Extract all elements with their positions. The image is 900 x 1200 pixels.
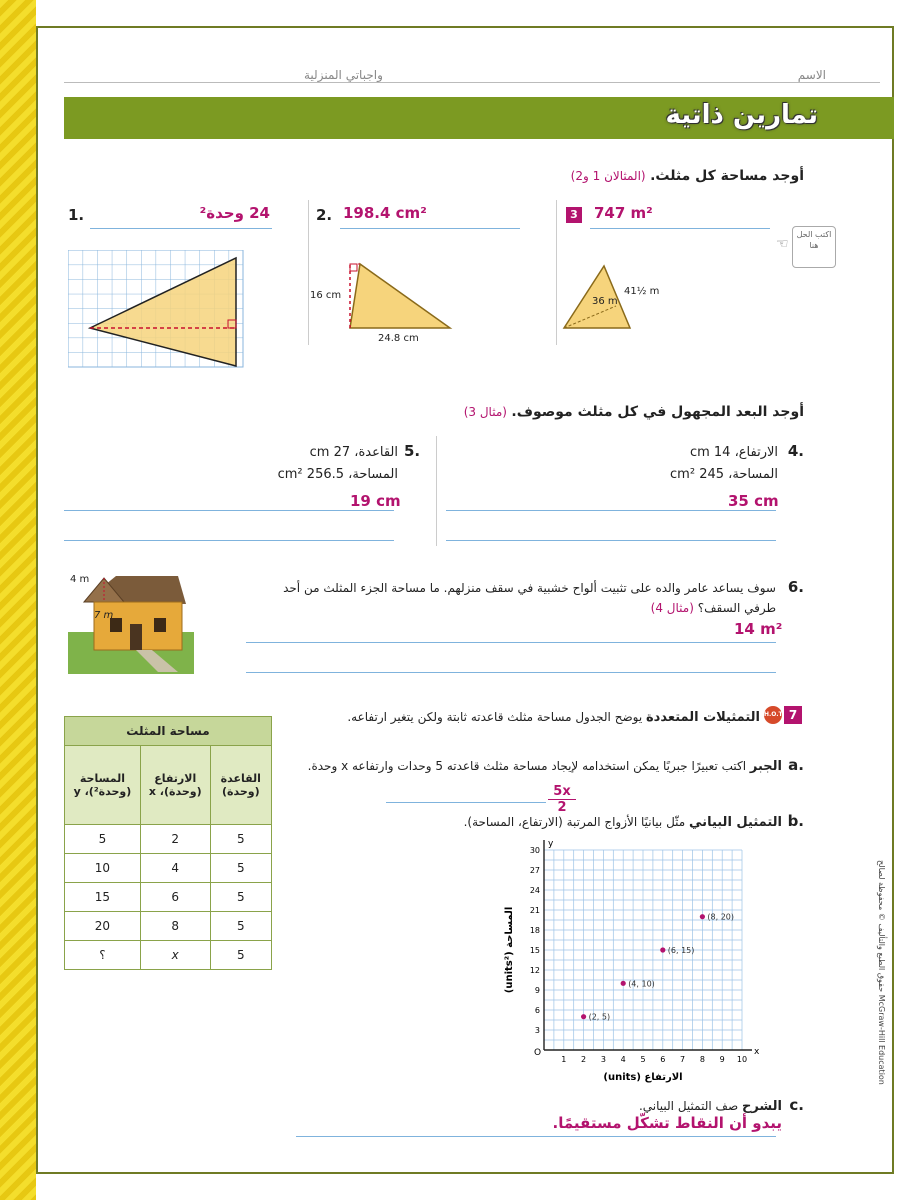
q4-number: 4. <box>787 442 804 460</box>
q7a-answer <box>548 784 576 815</box>
x-axis-name: x <box>754 1047 760 1057</box>
separator <box>556 200 557 345</box>
x-tick-label: 4 <box>620 1055 626 1064</box>
data-label: (4, 10) <box>628 979 655 989</box>
q5-answer-line-2 <box>64 540 394 541</box>
data-label: (6, 15) <box>667 946 695 955</box>
q2-number: 2. <box>316 206 333 224</box>
q1-number: 1. <box>68 206 85 224</box>
x-tick-label: 6 <box>660 1055 666 1064</box>
q5-line1: القاعدة، 27 cm <box>309 445 398 460</box>
q2-height-label: 16 cm <box>310 290 342 301</box>
x-tick-label: 10 <box>736 1055 748 1064</box>
q7a-text: اكتب تعبيرًا جبريًا يمكن استخدامه لإيجاد مساحة مثلث قاعدته 5 وحدات وارتفاعه x وحدة. <box>307 759 747 773</box>
y-axis-label: المساحة (units²) <box>504 906 515 994</box>
table-row <box>65 825 272 854</box>
y-tick-label: 27 <box>529 866 540 875</box>
section1-text: أوجد مساحة كل مثلث. <box>650 168 804 184</box>
q7a-question <box>304 756 782 777</box>
q7b-question <box>304 812 782 833</box>
data-point <box>581 1014 586 1019</box>
x-tick-label: 2 <box>581 1055 587 1064</box>
y-tick-label: 18 <box>529 926 540 935</box>
y-tick-label: 30 <box>529 846 540 855</box>
table-cell: ؟ <box>65 941 141 970</box>
table-cell: 2 <box>140 825 210 854</box>
q6-number: 6. <box>787 578 804 596</box>
q7c-answer: يبدو أن النقاط تشكّل مستقيمًا. <box>552 1114 782 1132</box>
q7-number: 7 <box>784 706 802 724</box>
x-tick-label: 7 <box>680 1055 686 1064</box>
table-header: القاعدة (وحدة) <box>210 746 271 825</box>
area-table-wrap <box>64 716 272 970</box>
x-tick-label: 8 <box>699 1055 705 1064</box>
q7c-label: c. <box>789 1096 804 1114</box>
q7a-answer-num: 5x <box>548 784 576 800</box>
q7a-answer-line <box>386 802 546 803</box>
q4-answer: 35 cm <box>728 492 779 510</box>
table-cell: 10 <box>65 854 141 883</box>
y-tick-label: 3 <box>534 1026 540 1035</box>
q2-base-label: 24.8 cm <box>378 333 419 344</box>
section1-instruction <box>571 168 804 184</box>
q4-line2: المساحة، 245 cm² <box>670 467 778 482</box>
table-cell: 4 <box>140 854 210 883</box>
q7a-title: الجبر <box>749 759 782 774</box>
table-cell: 5 <box>65 825 141 854</box>
data-point <box>621 981 626 986</box>
q5-given <box>240 442 398 486</box>
q5-line2: المساحة، 256.5 cm² <box>277 467 398 482</box>
table-cell: 8 <box>140 912 210 941</box>
table-cell: 5 <box>210 854 271 883</box>
q7b-title: التمثيل البياني <box>689 815 782 830</box>
q7c-text: صف التمثيل البياني. <box>638 1099 739 1113</box>
q3-number: 3 <box>566 207 582 223</box>
q4-line1: الارتفاع، 14 cm <box>689 445 778 460</box>
q7b-text: مثّل بيانيًا الأزواج المرتبة (الارتفاع، المساحة). <box>463 815 686 829</box>
area-table <box>64 716 272 970</box>
house-illustration <box>68 572 194 674</box>
q3-answer-line <box>590 228 770 229</box>
y-tick-label: 12 <box>529 966 540 975</box>
scatter-chart <box>500 836 770 1084</box>
table-cell: 6 <box>140 883 210 912</box>
q5-answer-line <box>64 510 394 511</box>
q4-given <box>670 442 778 486</box>
x-tick-label: 9 <box>719 1055 725 1064</box>
q1-answer: 24 وحدة² <box>199 204 270 222</box>
section2-text: أوجد البعد المجهول في كل مثلث موصوف. <box>511 404 804 420</box>
q6-ref: (مثال 4) <box>650 601 694 615</box>
origin-label: O <box>534 1048 542 1058</box>
separator <box>308 200 309 345</box>
table-header: المساحة (وحدة²)، y <box>65 746 141 825</box>
table-row <box>65 912 272 941</box>
table-cell: x <box>140 941 210 970</box>
q6-answer-line-2 <box>246 672 776 673</box>
q5-number: 5. <box>404 442 421 460</box>
q1-grid-figure <box>68 250 244 370</box>
homework-label: واجباتي المنزلية <box>300 68 387 82</box>
table-title: مساحة المثلث <box>65 717 272 746</box>
y-tick-label: 21 <box>529 906 540 915</box>
table-cell: 5 <box>210 941 271 970</box>
q3-inner-label: 36 m <box>592 296 618 307</box>
data-label: (2, 5) <box>588 1012 611 1022</box>
table-row <box>65 941 272 970</box>
y-tick-label: 6 <box>534 1006 540 1015</box>
page-title: تمارين ذاتية <box>665 100 818 130</box>
q7-text: يوضح الجدول مساحة مثلث قاعدته ثابتة ولكن يتغير ارتفاعه. <box>347 710 643 724</box>
data-point <box>660 947 665 952</box>
q7-title: التمثيلات المتعددة <box>646 710 760 725</box>
q7c-answer-line <box>296 1136 776 1137</box>
q7a-label: a. <box>788 756 804 774</box>
y-tick-label: 24 <box>529 886 540 895</box>
y-axis-name: y <box>548 839 554 849</box>
q6-answer: 14 m² <box>734 620 783 638</box>
q3-side-label: 41½ m <box>624 286 660 297</box>
name-label: الاسم <box>794 68 830 82</box>
y-tick-label: 15 <box>529 946 540 955</box>
table-cell: 5 <box>210 825 271 854</box>
hand-pointer-icon: ☜ <box>776 236 789 252</box>
data-label: (8, 20) <box>707 912 735 922</box>
q7b-label: b. <box>787 812 804 830</box>
separator <box>436 436 437 546</box>
write-here-tip: اكتب الحل هنا <box>792 226 836 268</box>
q6-answer-line <box>246 642 776 643</box>
q2-answer: 198.4 cm² <box>343 204 427 222</box>
table-cell: 5 <box>210 912 271 941</box>
q2-answer-line <box>340 228 520 229</box>
q3-answer: 747 m² <box>594 204 653 222</box>
q7c-title: الشرح <box>741 1099 782 1114</box>
q4-answer-line-2 <box>446 540 776 541</box>
section2-ref: (مثال 3) <box>463 405 507 419</box>
q5-answer: 19 cm <box>350 492 401 510</box>
table-header: الارتفاع (وحدة)، x <box>140 746 210 825</box>
x-tick-label: 3 <box>600 1055 606 1064</box>
table-row <box>65 883 272 912</box>
q6-roof-width: 4 m <box>70 574 90 585</box>
table-row <box>65 854 272 883</box>
q6-text: سوف يساعد عامر والده على تثبيت ألواح خشبية في سقف منزلهم. ما مساحة الجزء المثلث من أحد طرفي السقف؟ <box>283 581 776 615</box>
header-line <box>64 74 880 83</box>
q6-question <box>264 578 776 618</box>
table-cell: 20 <box>65 912 141 941</box>
y-tick-label: 9 <box>534 986 540 995</box>
x-tick-label: 1 <box>561 1055 567 1064</box>
hot-badge: H.O.T <box>764 706 782 724</box>
q6-roof-height: 7 m <box>94 610 114 621</box>
table-cell: 5 <box>210 883 271 912</box>
section1-ref: (المثالان 1 و2) <box>570 169 646 183</box>
q7a-answer-den: 2 <box>557 800 567 815</box>
x-axis-label: الارتفاع (units) <box>603 1072 683 1083</box>
copyright-credit: McGraw-Hill Education حقوق الطبع والتأليف © محفوظة لصالح <box>877 860 886 1085</box>
section2-instruction <box>464 404 804 420</box>
q4-answer-line <box>446 510 776 511</box>
data-point <box>700 914 705 919</box>
yellow-margin-band <box>0 0 36 1200</box>
table-cell: 15 <box>65 883 141 912</box>
q1-answer-line <box>90 228 272 229</box>
q2-triangle-figure <box>340 258 460 333</box>
q7-intro <box>300 706 760 729</box>
x-tick-label: 5 <box>640 1055 646 1064</box>
